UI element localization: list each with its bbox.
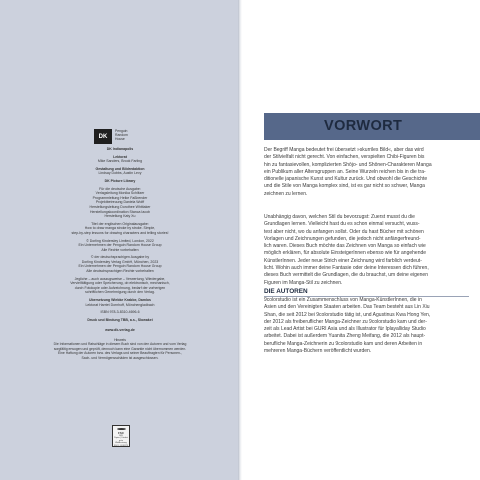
text-line: dieses Buch vermittelt die Grundlagen, die du brauchst, um deine eigenen (264, 272, 428, 279)
text-line: Gestaltung und Bildredaktion (95, 166, 145, 171)
text-line: ditionelle japanische Kunst und Kultur zurück. Und obwohl die Geschichte (264, 176, 428, 183)
text-line: hin zu fantasievollen, komplizierten Shōjo- und Shōnen-Charakteren Manga (264, 161, 432, 168)
text-line: Verlagsleitung Monika Schlitzer (95, 191, 145, 196)
text-line: Unabhängig davon, welchen Stil du bevorzugst: Zuerst musst du die (264, 214, 415, 220)
text-line: Shan, die seit 2012 bei 9colorstudio tätig ist, und Agustinus Kwa Hong Yen, (264, 311, 431, 318)
book-gutter (238, 0, 242, 480)
text-line: Titel der englischen Originalausgabe: (91, 221, 149, 226)
text-line: berufliche Manga-Zeichnerin zu 9colorstudio kam und deren Arbeiten in (264, 340, 423, 347)
text-line: test aber nicht, wo du anfangen sollst. Oder du hast Bücher mit schönen (264, 228, 424, 235)
text-line: Papier | Fördert (114, 437, 128, 440)
text-line: Druck und Bindung TBB, a.s., Slowakei (87, 317, 153, 322)
text-line: ISBN 978-3-8310-4696-6 (100, 310, 140, 315)
text-line: Ein Unternehmen der Penguin Random House Group (78, 243, 162, 248)
fsc-tree-icon (117, 428, 126, 430)
text-line: DK Picture Library (104, 178, 136, 183)
text-line: Jegliche – auch auszugsweise – Verwertung, Wiedergabe, (74, 276, 166, 281)
text-line: arbeitet. Dabei ist außerdem Yuanita Zheng Meifang, die 2012 als haupt- (264, 333, 426, 340)
page-title: VORWORT (324, 118, 403, 134)
penguin-random-house-logo: Penguin Random House (115, 129, 128, 141)
text-line: MIX (119, 435, 123, 437)
text-line: der 2012 als freiberuflicher Manga-Zeichner zu 9colorstudio kam und der- (264, 318, 427, 325)
text-line: Lindsay Dobbs, Austin Levy (98, 171, 142, 176)
text-line: Hinweis (114, 338, 126, 342)
text-line: Projektbetreuung Daniela Wolff (95, 200, 145, 205)
foreword-paragraph-2 (264, 214, 469, 287)
dk-logo: DK (94, 129, 112, 144)
text-line: und die Stile von Manga komplex sind, ist es gar nicht so schwer, Manga (264, 183, 425, 190)
text-line: lich waren. Dieses Buch möchte das Zeichnen von Manga so einfach wie (264, 243, 426, 250)
text-line: Dorling Kindersley Verlag GmbH, München, 2023 (81, 259, 159, 264)
authors-heading: DIE AUTOREN (264, 288, 308, 295)
text-line: mehreren Manga-Büchern veröffentlicht wurden. (264, 348, 372, 355)
title-banner (264, 113, 480, 140)
text-line: Figuren im Manga-Stil zu zeichnen. (264, 279, 343, 286)
text-line: durch Fotokopie oder Aufzeichnung, bedarf der vorherigen (74, 285, 166, 290)
text-line: der Stilvielfalt nicht gerecht. Von einfachen, verspielten Chibi-Figuren bis (264, 154, 425, 161)
text-line: www.dk-verlag.de (105, 328, 135, 333)
authors-paragraph (264, 297, 469, 355)
text-line: Der Begriff Manga bedeutet frei übersetzt »skurriles Bild«, aber das wird (264, 147, 424, 153)
text-line: Herstellungsleitung Dorothee Whittaker (89, 204, 151, 209)
text-line: Die Informationen und Ratschläge in diesem Buch sind von den Autoren und vom Verlag (53, 342, 187, 347)
text-line: zeit als Lead Artist bei GURI Asia und als Illustrator für Iplayalliday Studio (264, 326, 426, 333)
text-line: Übersetzung Wiebke Krabbe, Damlos (88, 298, 151, 303)
text-line: DK Indianapolis (106, 147, 134, 151)
text-line: FSC® C018179 (113, 444, 129, 447)
text-line: Ein Unternehmen der Penguin Random House Group (78, 264, 162, 269)
text-line: Herstellungskoordination Stanca Iacob (90, 209, 150, 214)
text-line: Für die deutsche Ausgabe: (99, 186, 141, 191)
text-line: Vorlagen und Zeichnungen gefunden, die jedoch nicht anfängerfreund- (264, 235, 421, 242)
text-line: licht. Wohin auch immer deine Fantasie oder deine Interessen dich führen, (264, 265, 429, 272)
text-line: © Dorling Kindersley Limited, London, 2022 (86, 238, 154, 243)
text-line: Sach- und Vermögensschäden ist ausgeschlossen. (81, 355, 159, 360)
text-line: How to draw manga stroke by stroke. Simple, (84, 226, 156, 231)
disclaimer-note (14, 338, 226, 360)
text-line: Lektorat Harriet Dornhoff, Mönchengladbach (85, 302, 155, 307)
text-line: schriftlichen Genehmigung durch den Verlag. (85, 290, 155, 295)
publisher-logos (94, 129, 128, 144)
text-line: Asien und den Vereinigten Staaten arbeiten. Das Team besteht aus Lin Xiu (264, 304, 430, 311)
text-line: sorgfältig erwogen und geprüft, dennoch kann eine Garantie nicht übernommen werden. (53, 346, 187, 351)
text-line: gute Waldnutzung (115, 439, 127, 445)
text-line: Herstellung Katy Xu (104, 214, 136, 219)
text-line: Alle Rechte vorbehalten (101, 247, 139, 252)
fsc-label: FSC MIX Papier | Fördert gute Waldnutzung FSC® C018179 (112, 425, 130, 447)
text-line: © der deutschsprachigen Ausgabe by (90, 255, 150, 260)
text-line: Mike Sanders, Brook Farling (97, 159, 143, 164)
text-line: Programmleitung Heike Faßbender (92, 195, 148, 200)
foreword-paragraph-1 (264, 147, 469, 198)
colophon-text (40, 147, 200, 333)
text-line: Alle deutschsprachigen Rechte vorbehalten (86, 269, 154, 274)
text-line: Lektorat (113, 154, 127, 159)
text-line: möglich erklären, für absolute EinsteigerInnen ebenso wie für angehende (264, 250, 427, 257)
text-line: step-by-step lessons for drawing characters and telling stories! (71, 230, 169, 235)
text-line: Eine Haftung der Autoren bzw. des Verlags und seiner Beauftragten für Personen-, (57, 351, 183, 356)
text-line: ein Publikum aller Altersgruppen an. Seine Wurzeln reichen bis in die tra- (264, 168, 426, 175)
text-line: zeichnen zu lernen. (264, 190, 308, 197)
text-line: 9colorstudio ist ein Zusammenschluss von Manga-KünstlerInnen, die in (264, 297, 422, 303)
text-line: KünstlerInnen. Jeder neue Strich einer Zeichnung wird farblich verdeut- (264, 257, 422, 264)
text-line: Grundlagen lernen. Vielleicht hast du es schon einmal versucht, wuss- (264, 221, 420, 228)
text-line: Vervielfältigung oder Speicherung, ob elektronisch, mechanisch, (70, 281, 170, 286)
